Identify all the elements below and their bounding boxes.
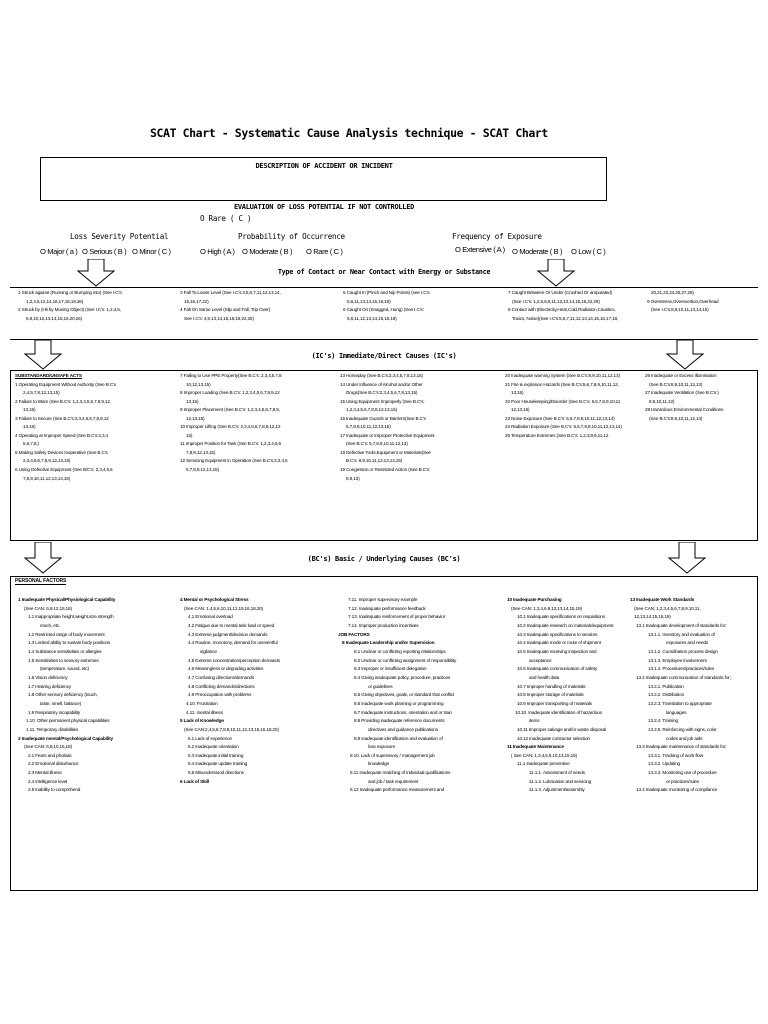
immediate-right-rule bbox=[757, 370, 758, 540]
basic-left-rule bbox=[10, 576, 11, 890]
loss-option-minor[interactable]: O Minor ( C ) bbox=[132, 247, 171, 256]
description-header: DESCRIPTION OF ACCIDENT OR INCIDENT bbox=[255, 162, 393, 170]
basic-top-rule bbox=[10, 576, 758, 577]
immediate-column-2: 7 Failing to Use PPE Property(See B.C's: 2,3,4,5,7,8 10,12,13,15) 8 Improper Loading (See B.C's: 1,2,3,4,5,6,7,8,9,12 13,15) 9 Improper Placement (See B.C's: 1,2,3,4,5,6,7,8,9, 12,13,15) 10 Improper Lifting (See B.C's: 2,3,4,5,6,7,8,9,12,13 15) 11 Improper Position for Task (See B.C's: 1,2,3,4,5,6 7,8,9,12,13,15) 12 Servicing Equipment in Operation (See B.C's:2,3,4,5 6,7,8,9,12,13,15) bbox=[180, 373, 288, 473]
probability-option-high[interactable]: O High ( A ) bbox=[200, 247, 235, 256]
frequency-option-moderate[interactable]: O Moderate ( B ) bbox=[512, 247, 563, 256]
arrow-down-icon bbox=[536, 259, 576, 287]
basic-column-5: 13 Inadequate Work Standards (See CAN: 1,2,3,4,5,6,7,8,9,10,11, 12,13,14,15,16,19) 13.1 Inadequate development of standards for; 13.1.1. Inventory and evaluation of exposures and needs 13.1.2. Coordination process design 13.1.3. Employee involvement 13.1.4. Procedures/practices/rules 13.2 Inadequate communication of standards for; 13.2.1. Publication 13.2.2. Distribution 13.2.3. Translation to appropriate languages 13.2.4. Training 13.2.5. Reinforcing with signs, color codes and job aids 13.3 Inadequate maintenance of standards for; 13.3.1. Tracking of work flow 13.3.2. Updating 13.3.3. Monitoring use of procedure or practices/rules 13.4 Inadequate monitoring of compliance bbox=[630, 597, 731, 793]
loss-option-serious[interactable]: O Serious ( B ) bbox=[82, 247, 127, 256]
arrow-down-icon bbox=[23, 542, 63, 574]
basic-column-1: 1 Inadequate Physical/Physiological Capability (See CAN: 6,9,12,15,18) 1.1 Inappropriate height,weight,size,strength reach, etc. 1.2 Restricted range of body movement 1.3 Limited ability to sustain body positions 1.4 Substance sensitivities or allergies 1.5 Sensitivities to sensory extremes (temperature, sound, etc) 1.6 Vision deficiency 1.7 Hearing deficiency 1.8 Other sensory deficiency (touch, taste, smell, balance) 1.9 Respiratory incapability 1.10. Other permanent physical capabilities 1.11. Temporary disabilities 2 Inadequate mental/Psychological Capability (See CAN: 6,9,10,15,18) 2.1 Fears and phobias 2.2 Emotional disturbance 2.3 Mental illness 2.4 Intelligence level 2.5 Inability to comprehend bbox=[18, 597, 116, 793]
contact-column-3: 5 Caught In (Pinch and Nip Points) (see I.C's: 5,6,11,13,14,15,16,18) 6 Caught On (Snagged, Hung) (See I.C's: 5,6,11,12,13,14,15,16,18) bbox=[343, 290, 431, 321]
loss-severity-label: Loss Severity Potential bbox=[70, 232, 169, 241]
arrow-down-icon bbox=[76, 259, 116, 287]
personal-factors-label: PERSONAL FACTORS bbox=[15, 578, 67, 584]
probability-option-moderate[interactable]: O Moderate ( B ) bbox=[242, 247, 293, 256]
arrow-down-icon bbox=[667, 542, 707, 574]
basic-column-2: 4 Mental or Psychological Stress (See CAN: 1,4,5,6,10,11,12,15,16,18,20) 4.1 Emotional overload 4.2 Fatigue due to mental task load or speed 4.3 Extreme judgment/decision demands 4.4 Routine, monotony, demand for uneventful vigilance 4.5 Extreme concentration/perception demands 4.6 Meaningless or degrading activities 4.7 Confusing directions/demands 4.8 Conflicting demands/directions 4.9 Preoccupation with problems 4.10. Frustration 4.11. mental illness 5 Lack of Knowledge (See CAN:2,4,5,6,7,8,9,10,11,12,13,15,16,18,20) 5.1 Lack of experience 5.2 Inadequate orientation 5.3 Inadequate initial training 5.4 Inadequate update training 5.5 Misunderstood directions 6 Lack of Skill bbox=[180, 597, 280, 784]
contact-column-5: 20,21,22,24,25,27,28) 9 Overstress,Overexertion,Overhead (See I.C's:8,9,10,11,13,14,15) bbox=[647, 290, 719, 313]
basic-bottom-rule bbox=[10, 890, 758, 891]
immediate-left-rule bbox=[10, 370, 11, 540]
contact-top-rule bbox=[10, 287, 758, 288]
contact-bottom-rule bbox=[10, 339, 758, 340]
chart-title: SCAT Chart - Systematic Cause Analysis technique - SCAT Chart bbox=[150, 126, 548, 140]
immediate-column-5: 26 Inadequate or Excess Illumination (See B.C's:8,9,10,11,12,13) 27 Inadequate Ventilation (See B.C's:) 8,9,10,11,12) 28 Hazardous Environmental Conditions (See B.C's:8,9,10,11,12,13) bbox=[645, 373, 724, 421]
loss-option-major[interactable]: O Major ( a ) bbox=[40, 247, 78, 256]
arrow-down-icon bbox=[23, 340, 63, 370]
contact-header: Type of Contact or Near Contact with Energy or Substance bbox=[277, 268, 491, 276]
basic-right-rule bbox=[757, 576, 758, 890]
immediate-column-4: 20 Inadequate warning System (See B.C's:8,9,10,11,12,13) 21 Fire & explosion Hazards (See B.C's:5,6,7,8,9,10,11,12, 13,15) 22 Poor Housekeeping/Disorder (See B.C's: 5,6,7,8,9,10,11 12,13,15) 23 Noise Exposure (See B.C's: 5,6,7,8,9,10,11,12,13,14) 24 Radiation Exposure (See B.C's: 5,6,7,8,9,10,11,12,13,14) 25 Temperature Extremes (See B.C's: 1,2,3,8,9,11,12 bbox=[505, 373, 622, 438]
probability-option-rare[interactable]: O Rare ( C ) bbox=[306, 247, 343, 256]
contact-column-1: 1 Struck against (Running or Bumping into) (See I.C's: 1,2,4,5,12,14,16,17,18,19,26) 2 Struck by (Hit by Moving Object) (See I.C's: 1,2,4,5, 6,9,10,12,13,14,15,16,20,26) bbox=[18, 290, 123, 321]
contact-column-2: 3 Fall To Lower Level (See I.C's:3,5,6,7,11,12,13,14, 15,16,17,22) 4 Fall On Same Level (Slip and Fall, Trip Over) See I.C's: 4,9,13,14,15,16,19,22,26) bbox=[180, 290, 281, 321]
rare-c-label: O Rare ( C ) bbox=[200, 214, 252, 223]
immediate-column-1: SUBSTANDARD/UNSAFE ACTS 1 Operating Equipment Without Authority (See B.C's 2,4,5,7,8,12,13,15) 2 Failure to Warn (See B.C's: 1,2,3,4,5,6,7,8,9,12, 13,15) 3 Failure to Secure (See B.C's:2,3,4,5,6,7,8,9,12 13,15) 4 Operating at Improper Speed (See B.C's:2,3,4 5,6,7,8,) 5 Making Safety Devices Inoperative (See B.C's 2,3,4,5,6,7,8,9,12,13,15) 6 Using Defective Equipment (See B/C's: 2,3,4,5,6 7,8,9,10,11,12,13,14,15) bbox=[15, 373, 117, 481]
frequency-option-low[interactable]: O Low ( C ) bbox=[571, 247, 606, 256]
basic-column-3: 7.11. Improper supervisory example 7.12. Inadequate performance feedback 7.13. Inadequate reinforcement of proper behavior 7.14. Improper production incentives JOB FACTORS 8 Inadequate Leadership and/or Supervision 8.1 Unclear or conflicting reporting relationships 8.2 Unclear or conflicting assignment of responsibility 8.3 Improper or insufficient delegation 8.4 Giving inadequate policy, procedure, practices or guidelines 8.5 Giving objectives, goals, or standard that conflict 8.6 Inadequate work planning or programming 8.7 Inadequate instructions, orientation and or train 8.8 Providing inadequate reference documents directives and guidance publications 8.9 Inadequate identification and evaluation of loss exposure 8.10. Lack of supervisory / management job knowledge 8.11 Inadequate matching of individual qualifications and job / task requirement 8.12 Inadequate performance measurement and bbox=[338, 597, 457, 793]
arrow-down-icon bbox=[665, 340, 705, 370]
frequency-option-extensive[interactable]: O Extensive ( A ) bbox=[455, 245, 505, 254]
basic-column-4: 10 Inadequate Purchasing (See CAN: 1,3,4,6,9,12,13,14,15,19) 10.1 Inadequate specifications on requisitions 10.2 Inadequate research on materials/equipment 10.3 Inadequate specifications to vendors 10.4 Inadequate mode or route of shipment 10.5 Inadequate receiving inspection and acceptance 10.6 Inadequate communication of safety and health data 10.7 Improper handling of materials 10.8 Improper storage of materials 10.9 Improper transporting of materials 10.10. Inadequate identification of hazardous items 10.11 Improper salvage and/or waste disposal 10.12 Inadequate contractor selection 11 Inadequate Maintenance ( See CAN: 1,3,4,5,9,10,13,15,19) 11.1 Inadequate preventive 11.1.1. Assessment of needs 11.1.2. Lubrication and servicing 11.1.3. Adjustment/assembly bbox=[507, 597, 614, 793]
immediate-bottom-rule bbox=[10, 540, 758, 541]
immediate-causes-header: (IC's) Immediate/Direct Causes (IC's) bbox=[311, 352, 457, 360]
probability-label: Probability of Occurrence bbox=[238, 232, 345, 241]
evaluation-header: EVALUATION OF LOSS POTENTIAL IF NOT CONTROLLED bbox=[233, 203, 415, 211]
immediate-column-3: 13 Horseplay (See B.C's:2,3,4,5,7,8,13,15) 14 Under Influence of Alcohol and/or Other Drugs(See B.C's:2,3,4,5,6,7,8,13,15) 15 Using Equipment Improperly (See B.C's: 1,2,3,4,5,6,7,8,9,12,13,15) 16 Inadequate Guards or Barriers(See B.C's 5,7,8,9,10,11,12,13,15) 17 Inadequate or Improper Protective Equipment (See B.C's: 5,7,8,9,10,11,12,13) 18 Defective Tools,Equipment or Materials(See B.C's: 8,9,10,11,12,13,14,15) 19 Congestion or Restricted Action (See B.C's: 8,9,13) bbox=[340, 373, 435, 481]
immediate-top-rule bbox=[10, 370, 758, 371]
basic-causes-header: (BC's) Basic / Underlying Causes (BC's) bbox=[307, 555, 461, 563]
contact-column-4: 7 Caught Between Or Under (Crushed Or amputated) (See I.C's: 1,2,5,6,9,11,12,13,14,15,16,22,28) 8 Contact with (Electricity,Heat,Cold,Radiation,Caustics, Toxics, Noise)(See I.C's:5,6,7,11,12,13,14,15,16,17,18, bbox=[508, 290, 619, 321]
frequency-label: Frequency of Exposure bbox=[452, 232, 542, 241]
